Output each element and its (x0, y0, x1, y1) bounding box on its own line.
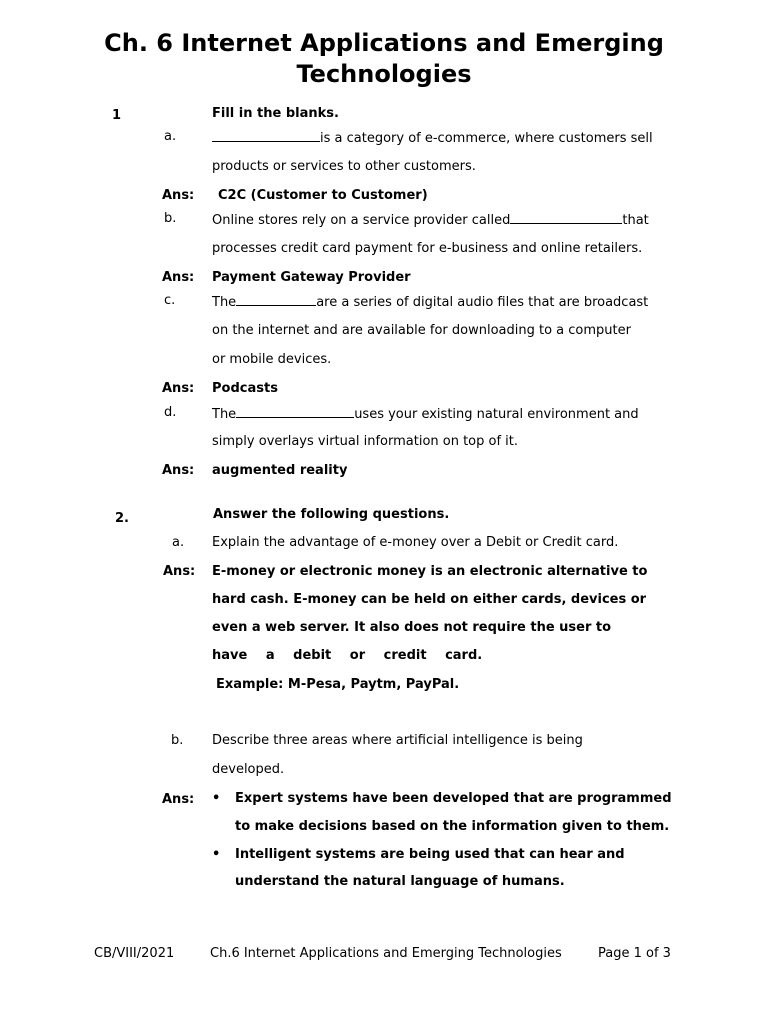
item-1b-line2: processes credit card payment for e-business and online retailers. (212, 241, 643, 256)
item-2a-example: Example: M-Pesa, Paytm, PayPal. (216, 677, 460, 692)
fill-blank (236, 293, 316, 306)
answer-label: Ans: (162, 270, 195, 285)
bullet-icon: • (212, 847, 221, 862)
fill-blank (212, 129, 320, 142)
item-1d-answer: augmented reality (212, 463, 348, 478)
item-1b-answer: Payment Gateway Provider (212, 270, 411, 285)
item-1d-line1: The uses your existing natural environment and (212, 407, 639, 422)
item-2b-bullet1-line2: to make decisions based on the information given to them. (235, 819, 670, 834)
item-1a-label: a. (164, 129, 177, 144)
item-2b-bullet2-line2: understand the natural language of humans. (235, 874, 565, 889)
question-2-heading: Answer the following questions. (213, 507, 450, 522)
item-2a-answer-line3: even a web server. It also does not require the user to (212, 620, 612, 635)
footer-page-number: Page 1 of 3 (598, 946, 671, 961)
fill-blank (510, 211, 622, 224)
question-1-heading: Fill in the blanks. (212, 106, 339, 121)
answer-label: Ans: (163, 564, 196, 579)
fill-blank (236, 405, 354, 418)
page-title (84, 28, 684, 90)
answer-label: Ans: (162, 463, 195, 478)
item-2a-answer-line1: E-money or electronic money is an electronic alternative to (212, 564, 648, 579)
item-2a-label: a. (172, 535, 185, 550)
item-2a-answer-line2: hard cash. E-money can be held on either cards, devices or (212, 592, 647, 607)
item-2b-question-line2: developed. (212, 762, 285, 777)
footer-left: CB/VIII/2021 (94, 946, 175, 961)
item-1d-label: d. (164, 405, 177, 420)
item-1c-line3: or mobile devices. (212, 352, 332, 367)
question-2-number: 2. (115, 511, 129, 526)
item-1b-line1: Online stores rely on a service provider called that (212, 213, 649, 228)
item-2a-question: Explain the advantage of e-money over a Debit or Credit card. (212, 535, 619, 550)
item-1b-label: b. (164, 211, 177, 226)
item-1a-line2: products or services to other customers. (212, 159, 476, 174)
item-2b-question-line1: Describe three areas where artificial intelligence is being (212, 733, 583, 748)
item-1a-line1: is a category of e-commerce, where customers sell (212, 129, 653, 146)
item-2b-label: b. (171, 733, 184, 748)
item-1c-line2: on the internet and are available for downloading to a computer (212, 323, 631, 338)
title-line-1: Ch. 6 Internet Applications and Emerging (104, 29, 664, 57)
item-2b-bullet2-line1: Intelligent systems are being used that can hear and (235, 847, 625, 862)
item-2b-bullet1-line1: Expert systems have been developed that are programmed (235, 791, 672, 806)
item-1c-answer: Podcasts (212, 381, 278, 396)
question-1-number: 1 (112, 108, 122, 123)
item-2a-answer-line4: have a debit or credit card. (212, 648, 483, 663)
item-1c-line1: The are a series of digital audio files that are broadcast (212, 295, 649, 310)
answer-label: Ans: (162, 188, 195, 203)
item-1a-answer: C2C (Customer to Customer) (218, 188, 428, 203)
footer-center: Ch.6 Internet Applications and Emerging Technologies (210, 946, 562, 961)
answer-label: Ans: (162, 381, 195, 396)
bullet-icon: • (212, 791, 221, 806)
answer-label: Ans: (162, 792, 195, 807)
title-line-2: Technologies (296, 60, 472, 88)
item-1d-line2: simply overlays virtual information on top of it. (212, 434, 519, 449)
item-1c-label: c. (164, 293, 176, 308)
